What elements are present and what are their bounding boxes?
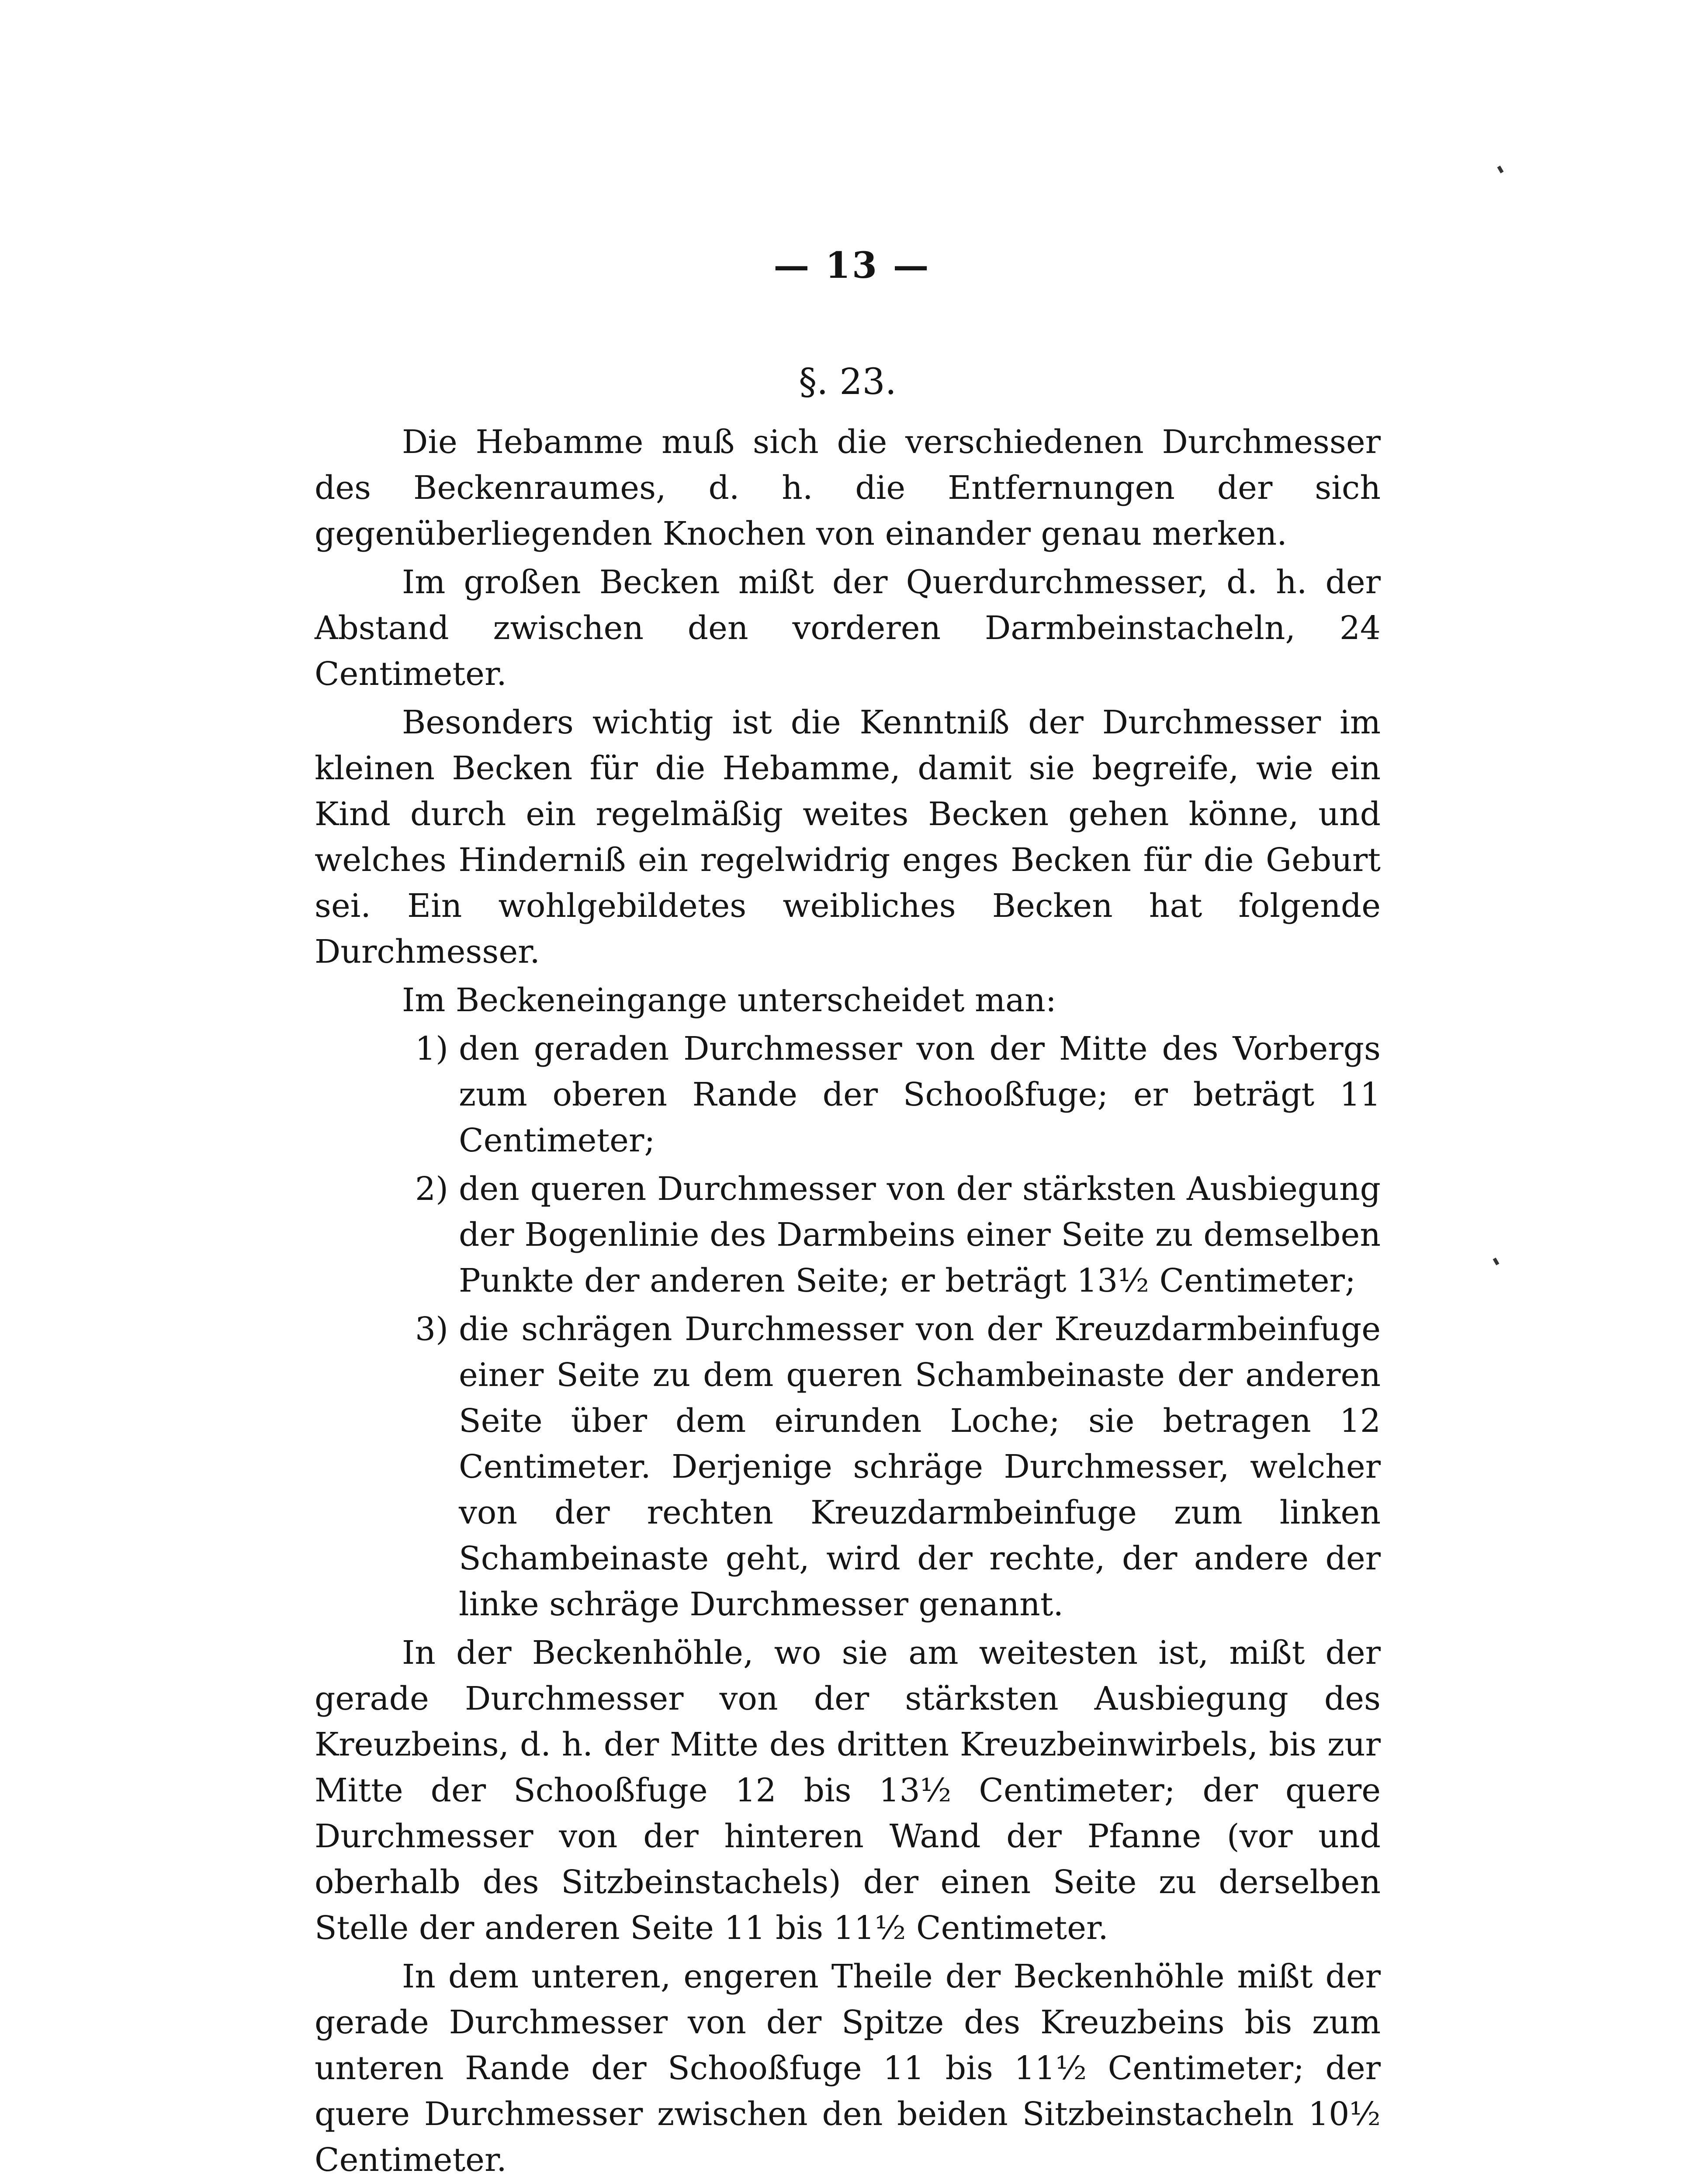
paragraph-large-pelvis: Im großen Becken mißt der Querdurchmesser, d. h. der Abstand zwischen den vorderen Darmbeinstacheln, 24 Centimeter. [315,563,1381,693]
paragraph-intro: Die Hebamme muß sich die verschiedenen Durchmesser des Beckenraumes, d. h. die Entfernungen der sich gegenüberliegenden Knochen von einander genau merken. [315,423,1381,553]
list-marker: 3) [415,1310,448,1348]
paragraph-pelvic-inlet: Im Beckeneingange unterscheidet man: [402,981,1056,1019]
paragraph-lower-cavity: In dem unteren, engeren Theile der Beckenhöhle mißt der gerade Durchmesser von der Spitze des Kreuzbeins bis zum unteren Rande der Schooßfuge 11 bis 11½ Centimeter; der quere Durchmesser zwischen den beiden Sitzbeinstacheln 10½ Centimeter. [315,1958,1381,2179]
body-text [315,358,1381,2184]
ink-speck [1493,1258,1500,1265]
section-heading: §. 23. [799,361,897,403]
list-item-3 [315,1306,1381,1628]
list-marker: 1) [415,1030,448,1068]
ink-speck [1497,166,1504,173]
list-item-2 [315,1166,1381,1304]
paragraph-pelvic-cavity: In der Beckenhöhle, wo sie am weitesten ist, mißt der gerade Durchmesser von der stärksten Ausbiegung des Kreuzbeins, d. h. der Mitte des dritten Kreuzbeinwirbels, bis zur Mitte der Schooßfuge 12 bis 13½ Centimeter; der quere Durchmesser von der hinteren Wand der Pfanne (vor und oberhalb des Sitzbeinstachels) der einen Seite zu derselben Stelle der anderen Seite 11 bis 11½ Centimeter. [315,1634,1381,1947]
page-number: — 13 — [773,245,931,287]
list-item-text: die schrägen Durchmesser von der Kreuzdarmbeinfuge einer Seite zu dem queren Schambeinaste der anderen Seite über dem eirunden Loche; sie betragen 12 Centimeter. Derjenige schräge Durchmesser, welcher von der rechten Kreuzdarmbeinfuge zum linken Schambeinaste geht, wird der rechte, der andere der linke schräge Durchmesser genannt. [459,1310,1381,1623]
list-item-1 [315,1026,1381,1164]
list-marker: 2) [415,1170,448,1208]
paragraph-small-pelvis: Besonders wichtig ist die Kenntniß der Durchmesser im kleinen Becken für die Hebamme, damit sie begreife, wie ein Kind durch ein regelmäßig weites Becken gehen könne, und welches Hinderniß ein regelwidrig enges Becken für die Geburt sei. Ein wohlgebildetes weibliches Becken hat folgende Durchmesser. [315,704,1381,971]
list-item-text: den queren Durchmesser von der stärksten Ausbiegung der Bogenlinie des Darmbeins einer Seite zu demselben Punkte der anderen Seite; er beträgt 13½ Centimeter; [459,1170,1381,1299]
list-item-text: den geraden Durchmesser von der Mitte des Vorbergs zum oberen Rande der Schooßfuge; er beträgt 11 Centimeter; [459,1030,1381,1159]
